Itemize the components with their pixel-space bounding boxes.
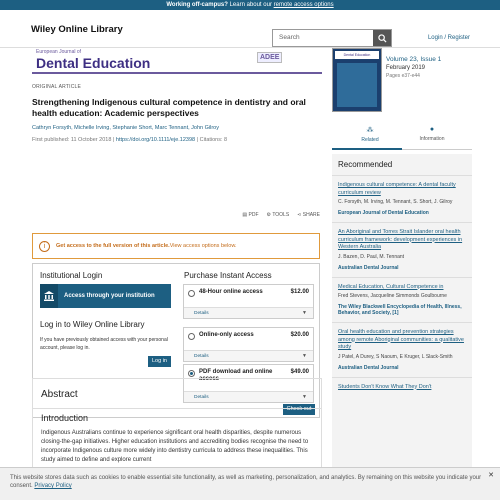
institution-access-button[interactable] [40, 284, 171, 308]
cover-image [337, 63, 377, 107]
tab-related-label: Related [361, 137, 379, 143]
abstract-text: Indigenous Australians continue to experience significant oral health disparities, despite numerous closing-the-gap initiatives. Higher education institutions and accrediting bodies recognise the need to incorporate Indigenous culture more widely into dentistry curricula to address these inequalities. This study aimed to define and explore current [41, 430, 309, 463]
journal-name-small: European Journal of [36, 49, 82, 55]
option-details-toggle[interactable] [184, 307, 313, 318]
recommended-authors: J Patel, A Durey, S Naoum, E Kruger, L Slack-Smith [338, 353, 453, 360]
chevron-down-icon: ▼ [302, 394, 307, 400]
site-logo[interactable]: Wiley Online Library [31, 24, 123, 35]
login-register-link[interactable]: Login / Register [427, 35, 470, 41]
recommended-authors: J. Bazen, D. Paul, M. Tennant [338, 253, 405, 260]
recommended-item [332, 323, 472, 378]
issue-cover[interactable] [332, 48, 382, 112]
wol-login-title: Log in to Wiley Online Library [40, 320, 145, 329]
issue-pages: Pages e37-e44 [386, 73, 420, 79]
sidebar-tabs [332, 124, 472, 150]
search-box [272, 29, 392, 47]
tools-label: TOOLS [272, 212, 290, 218]
institution-access-label: Access through your institution [64, 293, 155, 299]
introduction-heading: Introduction [41, 413, 89, 423]
recommended-authors: Fred Stevens, Jacqueline Simmonds Goulbourne [338, 293, 447, 299]
info-circle-icon: ● [429, 126, 435, 133]
recommended-item [332, 176, 472, 223]
active-tab-indicator [332, 148, 402, 150]
purchase-option[interactable] [183, 327, 314, 362]
related-icon: ⁂ [366, 127, 374, 134]
option-price: $12.00 [290, 289, 309, 295]
close-icon[interactable]: ✕ [488, 472, 494, 479]
chevron-down-icon: ▼ [302, 353, 307, 359]
article-authors[interactable]: Cathryn Forsyth, Michelle Irving, Stephanie Short, Marc Tennant, John Gilroy [32, 125, 219, 131]
recommended-journal: Australian Dental Journal [338, 264, 399, 271]
access-text: View access options below. [169, 243, 237, 249]
wol-login-text: If you have previously obtained access with your personal account, please log in. [40, 337, 168, 351]
institutional-login-title: Institutional Login [40, 271, 103, 280]
issue-volume-link[interactable]: Volume 23, Issue 1 [386, 56, 442, 63]
share-icon: ⋖ [297, 212, 303, 218]
first-published: First published: 11 October 2018 [32, 137, 112, 143]
offcampus-banner [0, 0, 500, 10]
adee-logo: ADEE [257, 52, 282, 63]
radio-48hour[interactable] [188, 290, 195, 297]
issue-date: February 2019 [386, 65, 426, 71]
login-button[interactable]: Log in [148, 356, 171, 367]
chevron-down-icon: ▼ [302, 310, 307, 316]
article-title: Strengthening Indigenous cultural competence in dentistry and oral health education: Academic perspectives [32, 97, 306, 118]
recommended-item [332, 223, 472, 278]
access-bold: Get access to the full version of this article. [56, 243, 170, 249]
recommended-journal: European Journal of Dental Education [338, 210, 429, 216]
banner-text: Learn about our [227, 2, 274, 8]
purchase-title: Purchase Instant Access [184, 271, 272, 280]
wrench-icon: ⚙ [266, 212, 273, 218]
pdf-icon: ▤ [242, 212, 249, 218]
details-label: Details [194, 354, 209, 359]
journal-name-big: Dental Education [36, 55, 151, 71]
recommended-item [332, 378, 472, 392]
search-button[interactable] [373, 30, 391, 46]
recommended-link[interactable]: An Aboriginal and Torres Strait Islander oral health curriculum framework: development experiences in Western Australia [338, 229, 463, 250]
recommended-journal: Australian Dental Journal [338, 364, 399, 371]
option-price: $49.00 [290, 369, 309, 375]
divider [33, 408, 321, 409]
cookie-text: This website stores data such as cookies to enable essential site functionality, as well as marketing, personalization, and analytics. By remaining on this website you indicate your consent. [10, 475, 482, 489]
checkout-button[interactable]: Check out [283, 404, 315, 415]
recommended-link[interactable]: Students Don't Know What They Don't [338, 383, 432, 390]
cookie-banner [0, 467, 500, 500]
recommended-journal: The Wiley Blackwell Encyclopedia of Health, Illness, Behavior, and Society, [1] [338, 304, 462, 316]
abstract-title: Abstract [41, 389, 78, 400]
details-label: Details [194, 395, 209, 400]
recommended-authors: C. Forsyth, M. Irving, M. Tennant, S. Short, J. Gilroy [338, 199, 453, 205]
recommended-item [332, 278, 472, 324]
recommended-link[interactable]: Medical Education, Cultural Competence in [338, 283, 444, 290]
purchase-option[interactable] [183, 284, 314, 319]
tab-info-label: Information [419, 136, 445, 142]
option-name: PDF download and online access [199, 369, 273, 382]
institution-icon [40, 284, 58, 308]
article-type: ORIGINAL ARTICLE [32, 84, 82, 90]
option-name: 48-Hour online access [199, 289, 263, 295]
site-header [0, 10, 500, 48]
access-notice [32, 233, 320, 259]
article-tools [242, 212, 320, 218]
search-icon [378, 34, 387, 43]
banner-bold: Working off-campus? [166, 2, 228, 8]
recommended-link[interactable]: Oral health education and prevention strategies among remote Aboriginal communities: a qualitative study [338, 329, 464, 350]
recommended-link[interactable]: Indigenous cultural competence: A dental faculty curriculum review [338, 182, 456, 196]
citations-count[interactable]: Citations: 8 [199, 137, 228, 143]
recommended-panel [332, 154, 472, 500]
pdf-button[interactable] [242, 212, 258, 218]
radio-online-only[interactable] [188, 333, 195, 340]
cover-title: Dental Education [335, 51, 379, 59]
info-icon: i [39, 241, 50, 252]
tab-information[interactable] [402, 126, 462, 142]
tab-related[interactable] [340, 126, 400, 143]
details-label: Details [194, 311, 209, 316]
share-button[interactable] [297, 212, 320, 218]
tools-button[interactable] [267, 212, 290, 218]
option-price: $20.00 [290, 332, 309, 338]
publication-info: First published: 11 October 2018 | https://doi.org/10.1111/eje.12398 | Citations: 8 [32, 137, 228, 143]
remote-access-link[interactable]: remote access options [273, 2, 334, 8]
option-details-toggle[interactable] [184, 350, 313, 361]
search-input[interactable]: Search [279, 34, 300, 41]
journal-banner[interactable] [32, 48, 322, 74]
doi-link[interactable]: https://doi.org/10.1111/eje.12398 [115, 137, 196, 143]
recommended-title: Recommended [332, 154, 472, 176]
pdf-label: PDF [248, 212, 259, 218]
radio-pdf-download[interactable] [188, 370, 195, 377]
privacy-policy-link[interactable]: Privacy Policy [34, 483, 72, 489]
share-label: SHARE [302, 212, 320, 218]
option-name: Online-only access [199, 332, 254, 338]
